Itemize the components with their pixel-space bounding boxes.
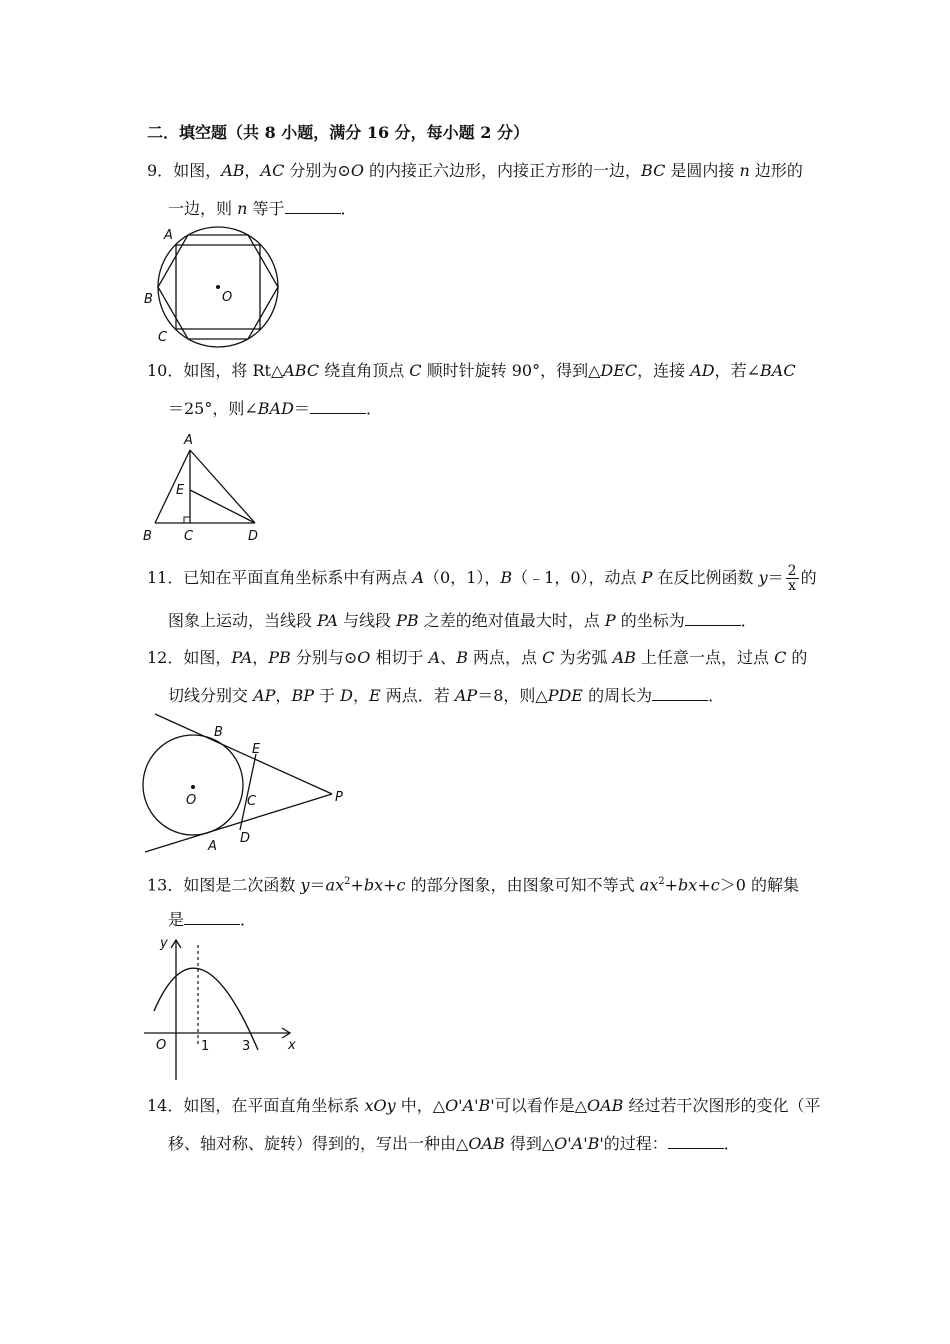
q12-figure — [140, 712, 360, 857]
label-d: D — [248, 529, 259, 544]
q9-line2: 一边，则 n 等于 ． — [168, 199, 357, 218]
label-a: A — [164, 228, 173, 243]
q10-figure — [140, 430, 270, 545]
answer-blank — [652, 686, 708, 701]
label-c: C — [158, 330, 168, 345]
q12-line1: 12．如图，PA，PB 分别与⊙O 相切于 A、B 两点，点 C 为劣弧 AB 上任意一点，过点 C 的 — [147, 648, 808, 667]
label-c: C — [184, 529, 194, 544]
q14-line2: 移、轴对称、旋转）得到的，写出一种由△OAB 得到△O'A'B'的过程： ． — [168, 1134, 740, 1153]
label-d: D — [240, 831, 251, 846]
tick-1: 1 — [201, 1039, 210, 1054]
tangent-pa — [145, 794, 332, 852]
parabola — [154, 968, 258, 1050]
answer-blank — [184, 910, 240, 925]
label-b: B — [214, 725, 223, 740]
answer-blank — [310, 399, 366, 414]
q10-line1: 10．如图，将 Rt△ABC 绕直角顶点 C 顺时针旋转 90°，得到△DEC，连接 AD，若∠BAC — [147, 361, 796, 380]
label-o: O — [222, 290, 233, 305]
q11-line1: 11．已知在平面直角坐标系中有两点 A（0，1），B（﹣1，0），动点 P 在反比例函数 y＝ $\frac{2}{x}$ 的 — [147, 563, 817, 594]
label-c: C — [247, 794, 257, 809]
q13-line2: 是 ． — [168, 910, 257, 929]
section-heading: 二．填空题（共 8 小题，满分 16 分，每小题 2 分） — [147, 123, 529, 142]
label-a: A — [184, 433, 193, 448]
label-e: E — [176, 483, 185, 498]
q10-line2: ＝25°，则∠BAD＝ ． — [168, 399, 382, 418]
label-o: O — [156, 1038, 167, 1053]
label-y: y — [160, 936, 168, 951]
answer-blank — [668, 1134, 724, 1149]
q9-figure — [140, 225, 290, 350]
label-a: A — [208, 839, 217, 854]
label-e: E — [252, 742, 261, 757]
label-b: B — [143, 529, 152, 544]
q13-figure — [140, 935, 310, 1085]
q13-line1: 13．如图是二次函数 $y=ax^2+bx+c$ 的部分图象，由图象可知不等式 $ax^2+bx+c>0$ 的解集 — [147, 875, 799, 895]
q9-line1: 9．如图，AB，AC 分别为⊙O 的内接正六边形，内接正方形的一边，BC 是圆内接 n 边形的 — [147, 161, 803, 180]
answer-blank — [285, 199, 341, 214]
answer-blank — [685, 611, 741, 626]
label-o: O — [186, 793, 197, 808]
tick-3: 3 — [242, 1039, 251, 1054]
label-b: B — [144, 292, 153, 307]
fraction-2-over-x: $\frac{2}{x}$ — [787, 563, 797, 594]
q11-line2: 图象上运动，当线段 PA 与线段 PB 之差的绝对值最大时，点 P 的坐标为 ． — [168, 611, 757, 630]
center-point — [216, 285, 220, 289]
label-x: x — [288, 1038, 296, 1053]
q12-line2: 切线分别交 AP，BP 于 D，E 两点．若 AP＝8，则△PDE 的周长为 ． — [168, 686, 725, 705]
label-p: P — [335, 790, 343, 805]
q14-line1: 14．如图，在平面直角坐标系 xOy 中，△O'A'B'可以看作是△OAB 经过若干次图形的变化（平 — [147, 1096, 821, 1115]
